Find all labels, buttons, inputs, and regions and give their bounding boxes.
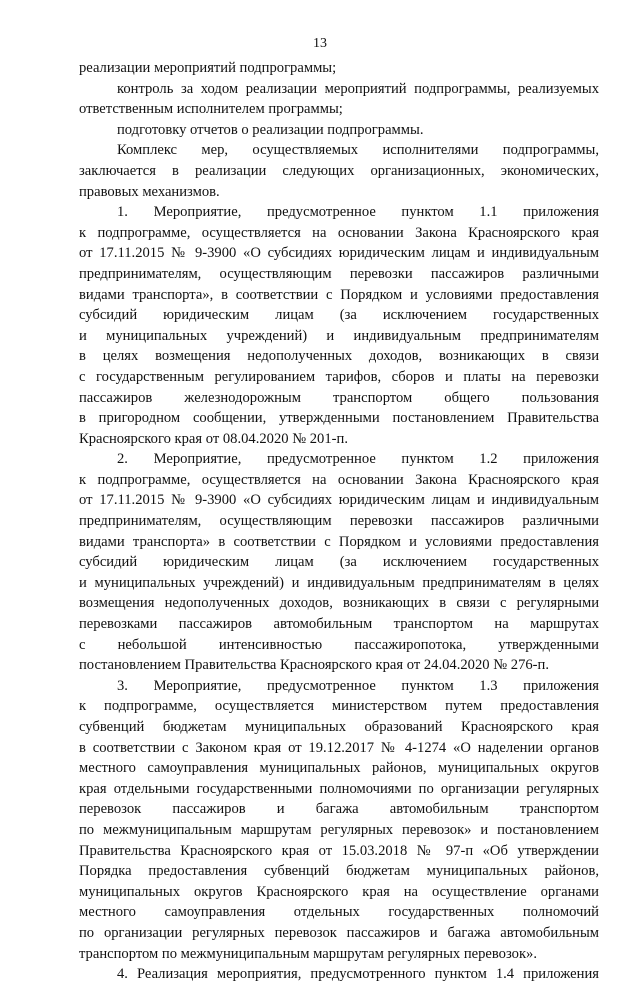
text-line: муниципальных округов Красноярского края на осуществление органами [79,883,599,900]
text-line: 4. Реализация мероприятия, предусмотренного пунктом 1.4 приложения [117,966,599,983]
text-line: субвенций бюджетам муниципальных образований Красноярского края [79,719,599,735]
text-line: правовых механизмов. [79,183,220,200]
text-line: в соответствии с Законом края от 19.12.2017 № 4-1274 «О наделении органов [79,739,599,756]
text-line: по организации регулярных перевозок пассажиров и багажа автомобильным [79,924,599,941]
text-line: субсидий юридическим лицам (за исключением государственных [79,307,599,324]
text-line: с государственным регулированием тарифов, сборов и платы на перевозки [79,368,599,385]
text-line: пассажиров железнодорожным транспортом общего пользования [79,389,599,406]
text-line: местного самоуправления муниципальных районов, муниципальных округов [79,760,599,777]
text-line: перевозками пассажиров автомобильным транспортом на маршрутах [79,616,599,633]
text-line: к подпрограмме, осуществляется на основании Закона Красноярского края [79,224,599,241]
text-line: транспортом по межмуниципальным маршрутам регулярных перевозок». [79,945,537,962]
text-line: с небольшой интенсивностью пассажиропотока, утвержденными [79,636,599,653]
text-line: края отдельными государственными полномочиями по организации регулярных [79,780,599,797]
text-line: субсидий юридическим лицам (за исключением государственных [79,554,599,571]
text-line: предпринимателям, осуществляющим перевозки пассажиров различными [79,265,599,282]
text-line: в целях возмещения недополученных доходов, возникающих в связи [79,348,599,365]
text-line: Комплекс мер, осуществляемых исполнителями подпрограммы, [117,142,599,159]
text-line: к подпрограмме, осуществляется на основании Закона Красноярского края [79,471,599,488]
text-line: по межмуниципальным маршрутам регулярных перевозок» и постановлением [79,821,599,838]
text-line: 3. Мероприятие, предусмотренное пунктом 1.3 приложения [117,677,599,694]
text-line: в пригородном сообщении, утвержденными постановлением Правительства [79,410,599,427]
text-line: к подпрограмме, осуществляется министерством путем предоставления [79,698,599,715]
text-line: местного самоуправления отдельных государственных полномочий [79,904,599,921]
text-line: от 17.11.2015 № 9-3900 «О субсидиях юридическим лицам и индивидуальным [79,245,599,262]
text-line: Правительства Красноярского края от 15.03.2018 № 97-п «Об утверждении [79,842,599,859]
page-number: 13 [313,36,327,51]
text-line: реализации мероприятий подпрограммы; [79,60,337,76]
text-line: ответственным исполнителем программы; [79,101,343,118]
text-line: и муниципальных учреждений) и индивидуальным предпринимателям [79,327,599,344]
document-body [79,58,599,985]
text-line: предпринимателям, осуществляющим перевозки пассажиров различными [79,513,599,530]
text-line: 1. Мероприятие, предусмотренное пунктом 1.1 приложения [117,204,599,221]
text-line: возмещения недополученных доходов, возникающих в связи с регулярными [79,595,599,612]
text-line: Красноярского края от 08.04.2020 № 201-п. [79,430,348,447]
text-line: от 17.11.2015 № 9-3900 «О субсидиях юридическим лицам и индивидуальным [79,492,599,509]
text-line: контроль за ходом реализации мероприятий подпрограммы, реализуемых [117,80,599,97]
text-line: перевозок пассажиров и багажа автомобильным транспортом [79,801,599,818]
text-line: Порядка предоставления субвенций бюджетам муниципальных районов, [79,863,599,880]
text-line: видами транспорта», в соответствии с Порядком и условиями предоставления [79,286,599,303]
text-line: видами транспорта» в соответствии с Порядком и условиями предоставления [79,533,599,550]
text-line: подготовку отчетов о реализации подпрограммы. [117,121,424,138]
text-line: заключается в реализации следующих организационных, экономических, [79,162,599,179]
text-line: и муниципальных учреждений) и индивидуальным предпринимателям в целях [79,574,599,591]
text-line: постановлением Правительства Красноярского края от 24.04.2020 № 276-п. [79,657,549,674]
text-line: 2. Мероприятие, предусмотренное пунктом 1.2 приложения [117,451,599,468]
